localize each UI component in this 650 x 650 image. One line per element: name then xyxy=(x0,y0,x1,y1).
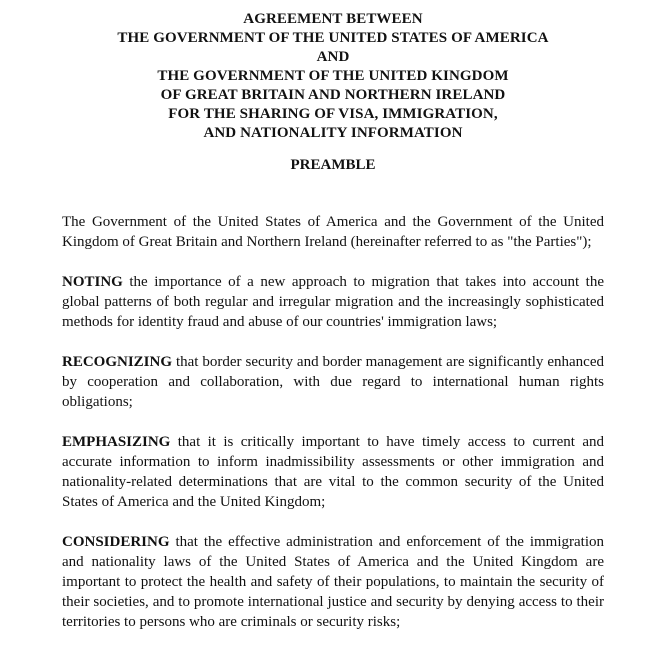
title-line: AND NATIONALITY INFORMATION xyxy=(203,125,463,141)
title-line: THE GOVERNMENT OF THE UNITED STATES OF AMERICA xyxy=(117,30,549,46)
preamble-heading: PREAMBLE xyxy=(290,157,376,173)
paragraph-noting xyxy=(62,272,604,332)
paragraph-parties xyxy=(62,212,604,252)
paragraph-text: The Government of the United States of America and the Government of the United Kingdom of Great Britain and Northern Ireland (hereinafter referred to as "the Parties"); xyxy=(62,214,604,250)
paragraph-text: that border security and border management are significantly enhanced by cooperation and collaboration, with due regard to international human rights obligations; xyxy=(62,354,604,410)
paragraph-considering xyxy=(62,532,604,632)
paragraph-emphasizing xyxy=(62,432,604,512)
title-line: OF GREAT BRITAIN AND NORTHERN IRELAND xyxy=(160,87,506,103)
agreement-title xyxy=(62,10,604,143)
paragraph-keyword: NOTING xyxy=(62,274,123,290)
paragraph-text: that the effective administration and enforcement of the immigration and nationality laws of the United States of America and the United Kingdom are important to protect the health and safety of their populations, to maintain the security of their societies, and to promote international justice and security by denying access to their territories to persons who are criminals or security risks; xyxy=(62,534,604,630)
paragraph-keyword: CONSIDERING xyxy=(62,534,170,550)
preamble-body xyxy=(62,212,604,632)
title-line: THE GOVERNMENT OF THE UNITED KINGDOM xyxy=(157,68,509,84)
paragraph-keyword: RECOGNIZING xyxy=(62,354,173,370)
title-line: AND xyxy=(316,49,350,65)
paragraph-keyword: EMPHASIZING xyxy=(62,434,171,450)
paragraph-text: the importance of a new approach to migration that takes into account the global patterns of both regular and irregular migration and the increasingly sophisticated methods for identity fraud and abuse of our countries' immigration laws; xyxy=(62,274,604,330)
title-line: AGREEMENT BETWEEN xyxy=(243,11,423,27)
paragraph-recognizing xyxy=(62,352,604,412)
title-line: FOR THE SHARING OF VISA, IMMIGRATION, xyxy=(168,106,498,122)
paragraph-text: that it is critically important to have timely access to current and accurate information to inform inadmissibility assessments or other immigration and nationality-related determinations that are vital to the common security of the United States of America and the United Kingdom; xyxy=(62,434,604,510)
